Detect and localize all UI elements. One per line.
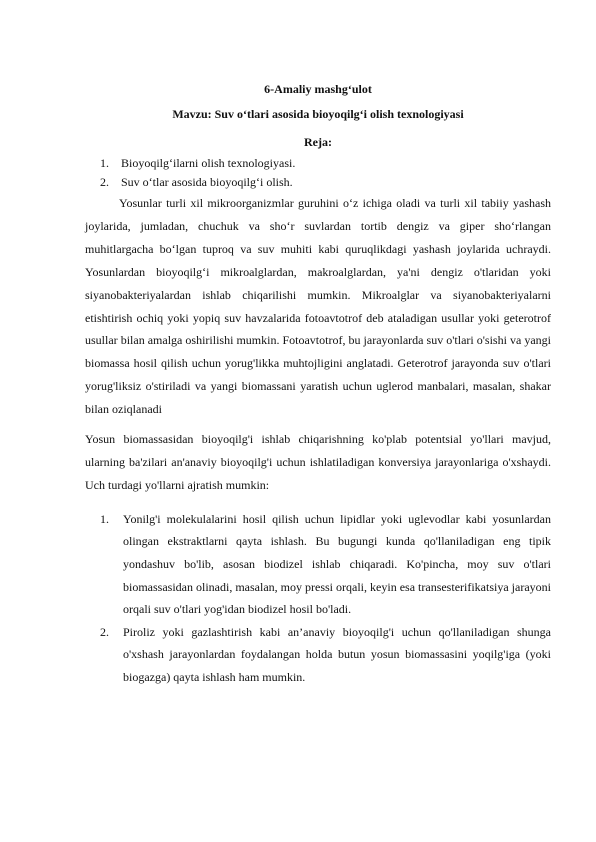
plan-item-number: 2.: [100, 175, 109, 189]
intro-paragraph: Yosunlar turli xil mikroorganizmlar guruhini o‘z ichiga oladi va turli xil tabiiy yashash joylarida, jumladan, chuchuk va sho‘r suvlardan tortib dengiz va giper sho‘rlangan muhitlargacha bo‘lgan tuproq va suv muhiti kabi quruqlikdagi yashash joylarida uchraydi. Yosunlardan bioyoqilg‘i mikroalglardan, makroalglardan, ya'ni dengiz o'tlaridan yoki siyanobakteriyalardan ishlab chiqarilishi mumkin. Mikroalglar va siyanobakteriyalarni etishtirish ochiq yoki yopiq suv havzalarida fotoavtotrof deb ataladigan usullar yoki geterotrof usullar bilan amalga oshirilishi mumkin. Fotoavtotrof, bu jarayonlarda suv o'tlari o'sishi va yangi biomassa hosil qilish uchun yorug'likka muhtojligini anglatadi. Geterotrof jarayonda suv o'tlari yorug'liksiz o'stiriladi va yangi biomassani yaratish uchun uglerod manbalari, masalan, shakar bilan oziqlanadi: [85, 196, 551, 417]
plan-item: [100, 173, 551, 192]
pathways-list: [85, 508, 551, 689]
topic-heading: Mavzu: Suv o‘tlari asosida bioyoqilg‘i olish texnologiyasi: [172, 107, 464, 121]
pathway-item-text: Piroliz yoki gazlashtirish kabi an’anaviy bioyoqilg'i uchun qo'llaniladigan shunga o'xshash jarayonlardan foydalangan holda butun yosun biomassasini yoqilg'iga (yoki biogazga) qayta ishlash ham mumkin.: [123, 624, 551, 684]
plan-item: [100, 154, 551, 173]
plan-item-text: Suv o‘tlar asosida bioyoqilg‘i olish.: [121, 175, 293, 189]
plan-item-text: Bioyoqilg‘ilarni olish texnologiyasi.: [121, 156, 296, 170]
plan-item-number: 1.: [100, 156, 109, 170]
pathway-item-number: 2.: [100, 624, 109, 639]
pathway-item: [100, 508, 551, 621]
plan-list: [85, 154, 551, 192]
pathway-item: [100, 621, 551, 689]
plan-label: Reja:: [304, 135, 332, 149]
page-title: 6-Amaliy mashg‘ulot: [264, 82, 372, 96]
pathway-item-number: 1.: [100, 511, 109, 526]
pathways-paragraph: Yosun biomassasidan bioyoqilg'i ishlab chiqarishning ko'plab potentsial yo'llari mavjud, ularning ba'zilari an'anaviy bioyoqilg'i uchun ishlatiladigan konversiya jarayonlariga o'xshaydi. Uch turdagi yo'llarni ajratish mumkin:: [85, 432, 551, 492]
pathway-item-text: Yonilg'i molekulalarini hosil qilish uchun lipidlar yoki uglevodlar kabi yosunlardan olingan ekstraktlarni qayta ishlash. Bu bugungi kunda qo'llaniladigan eng tipik yondashuv bo'lib, asosan biodizel ishlab chiqaradi. Ko'pincha, moy suv o'tlari biomassasidan olinadi, masalan, moy pressi orqali, keyin esa transesterifikatsiya jarayoni orqali suv o'tlari yog'idan biodizel hosil bo'ladi.: [123, 511, 551, 617]
